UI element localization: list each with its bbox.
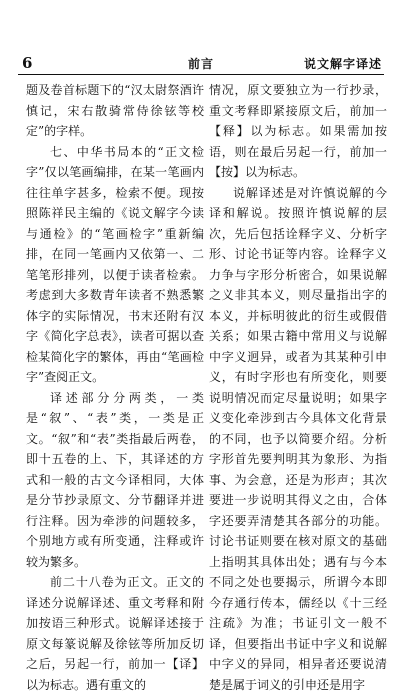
paragraph: 前二十八卷为正文。正文的译述分说解译述、重文考释和附加按语三种形式。说解译述接于原文每篆说解及徐铉等所加反切之后，另起一行，前加一【译】以为标志。遇有重文的 [26,572,204,695]
paragraph: 题及卷首标题下的“汉太尉祭酒许慎记，宋右散骑常侍徐铉等校定”的字样。 [26,80,204,142]
paragraph: 情况，原文要独立为一行抄录，重文考释即紧接原文后，前加一【释】以为标志。如果需加按语，则在最后另起一行，前加一【按】以为标志。 [209,80,387,183]
header-rule [18,74,384,75]
page-number: 6 [22,54,32,72]
paragraph: 说解译述是对许慎说解的今译和解说。按照许慎说解的层次，先后包括诠释字义、分析字形、讨论书证等内容。诠释字义力争与字形分析密合，如果说解之义非其本义，则尽量指出字的本义，并标明彼此的衍生或假借关系；如果古籍中常用义与说解中字义迥异，或者为其某种引申义，有时字形也有所变化，则要说明情况而定尽量说明；如果字义变化牵涉到古今具体文化背景的不同，也予以简要介绍。分析字形首先要判明其为象形、为指事、为会意，还是为形声；其次要进一步说明其得义之由，合体字还要弄清楚其各部分的功能。讨论书证则要在核对原文的基础上指明其具体出处；遇有与今本不同之处也要揭示，所谓今本即今存通行传本，儒经以《十三经注疏》为准；书证引文一般不译，但要指出书证中字义和说解中字义的异同，相异者还要说清楚是属于词义的引申还是用字 [209,183,387,695]
paragraph: 七、中华书局本的“正文检字”仅以笔画编排，在某一笔画内往往单字甚多，检索不便。现按照陈祥民主编的《说文解字今读与通检》的“笔画检字”重新编排，在同一笔画内又依第一、二笔笔形排列，以便于读者检索。考虑到大多数青年读者不熟悉繁体字的实际情况，书末还附有汉字《简化字总表》，读者可据以查检某简化字的繁体，再由“笔画检字”查阅正文。 [26,142,204,388]
right-column [209,80,387,695]
book-title: 说文解字译述 [304,55,382,72]
paragraph: 译述部分分两类，一类是“叙”、“表”类，一类是正文。“叙”和“表”类指最后两卷，即十五卷的上、下，其译述的方式和一般的古文今译相同，大体是分节抄录原文、分节翻译并进行注释。因为牵涉的问题较多，个别地方或有所变通，注释或许较为繁多。 [26,388,204,573]
section-title: 前言 [18,55,384,72]
running-header [18,52,384,72]
left-column [26,80,204,695]
